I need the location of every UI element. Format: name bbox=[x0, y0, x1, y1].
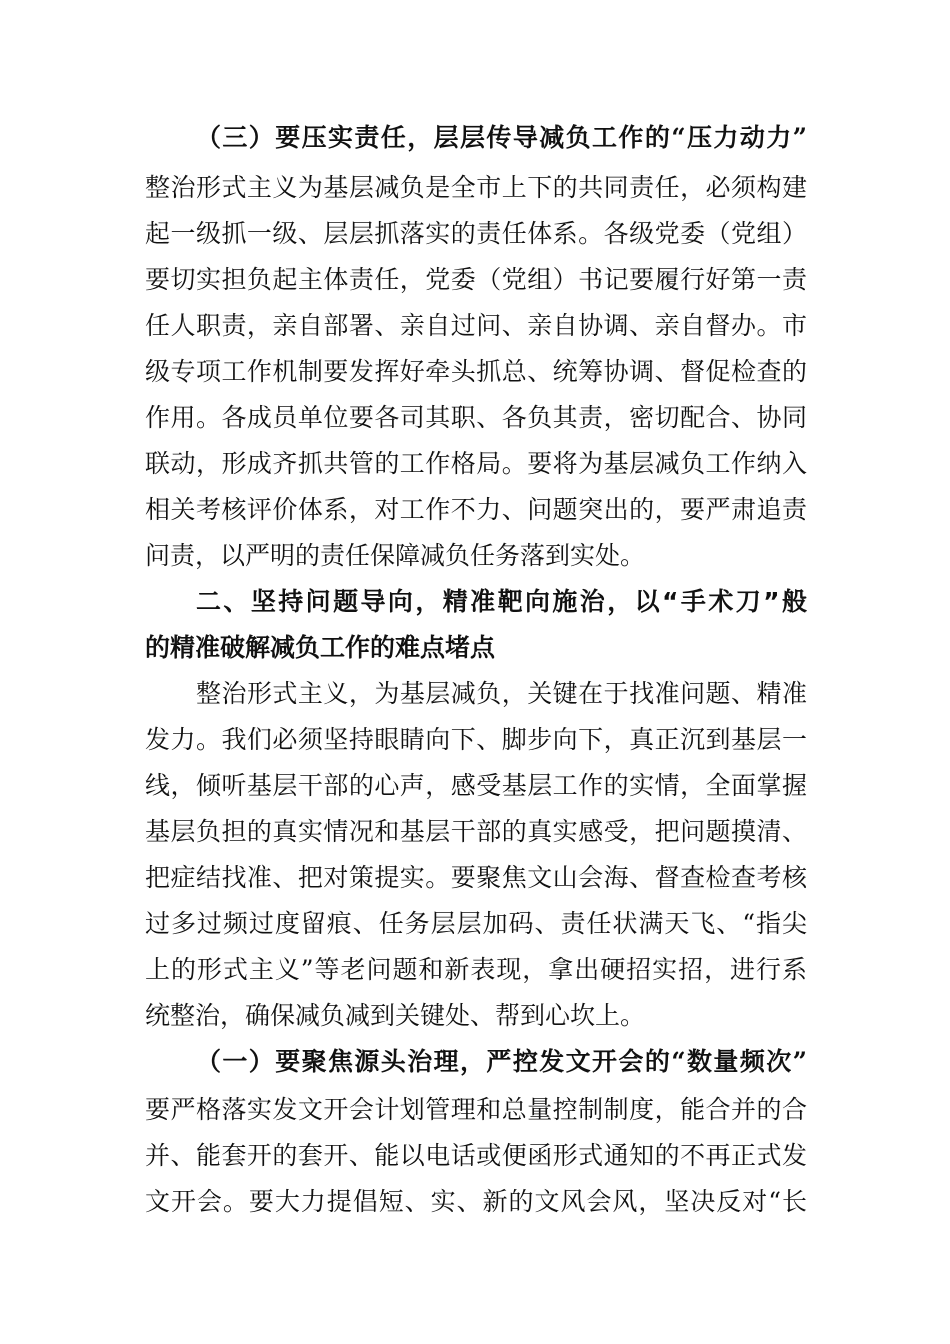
paragraph-line: 并、能套开的套开、能以电话或便函形式通知的不再正式发 bbox=[145, 1141, 807, 1170]
paragraph-line: 联动，形成齐抓共管的工作格局。要将为基层减负工作纳入 bbox=[145, 449, 807, 478]
paragraph-line: 任人职责，亲自部署、亲自过问、亲自协调、亲自督办。市 bbox=[145, 311, 807, 340]
paragraph-line: 要严格落实发文开会计划管理和总量控制制度，能合并的合 bbox=[145, 1095, 807, 1124]
paragraph-line: 上的形式主义”等老问题和新表现，拿出硬招实招，进行系 bbox=[145, 955, 807, 984]
paragraph-line: 级专项工作机制要发挥好牵头抓总、统筹协调、督促检查的 bbox=[145, 357, 807, 386]
paragraph-line: 文开会。要大力提倡短、实、新的文风会风，坚决反对“长 bbox=[145, 1187, 807, 1216]
subheading-3: （三）要压实责任，层层传导减负工作的“压力动力” bbox=[196, 123, 807, 152]
paragraph-line: 起一级抓一级、层层抓落实的责任体系。各级党委（党组） bbox=[145, 219, 807, 248]
paragraph-line: 线，倾听基层干部的心声，感受基层工作的实情，全面掌握 bbox=[145, 771, 807, 800]
paragraph-line: 过多过频过度留痕、任务层层加码、责任状满天飞、“指尖 bbox=[145, 909, 807, 938]
paragraph-line: 整治形式主义，为基层减负，关键在于找准问题、精准 bbox=[196, 679, 807, 708]
paragraph-line: 相关考核评价体系，对工作不力、问题突出的，要严肃追责 bbox=[145, 495, 807, 524]
paragraph-line: 整治形式主义为基层减负是全市上下的共同责任，必须构建 bbox=[145, 173, 807, 202]
section-heading-2-line-1: 二、坚持问题导向，精准靶向施治，以“手术刀”般 bbox=[196, 587, 807, 616]
paragraph-line: 把症结找准、把对策提实。要聚焦文山会海、督查检查考核 bbox=[145, 863, 807, 892]
paragraph-line: 作用。各成员单位要各司其职、各负其责，密切配合、协同 bbox=[145, 403, 807, 432]
paragraph-line: 发力。我们必须坚持眼睛向下、脚步向下，真正沉到基层一 bbox=[145, 725, 807, 754]
paragraph-line: 基层负担的真实情况和基层干部的真实感受，把问题摸清、 bbox=[145, 817, 807, 846]
section-heading-2-line-2: 的精准破解减负工作的难点堵点 bbox=[145, 633, 496, 662]
paragraph-line: 要切实担负起主体责任，党委（党组）书记要履行好第一责 bbox=[145, 265, 807, 294]
paragraph-line: 统整治，确保减负减到关键处、帮到心坎上。 bbox=[145, 1001, 646, 1030]
subheading-1: （一）要聚焦源头治理，严控发文开会的“数量频次” bbox=[196, 1047, 807, 1076]
paragraph-line: 问责，以严明的责任保障减负任务落到实处。 bbox=[145, 541, 646, 570]
